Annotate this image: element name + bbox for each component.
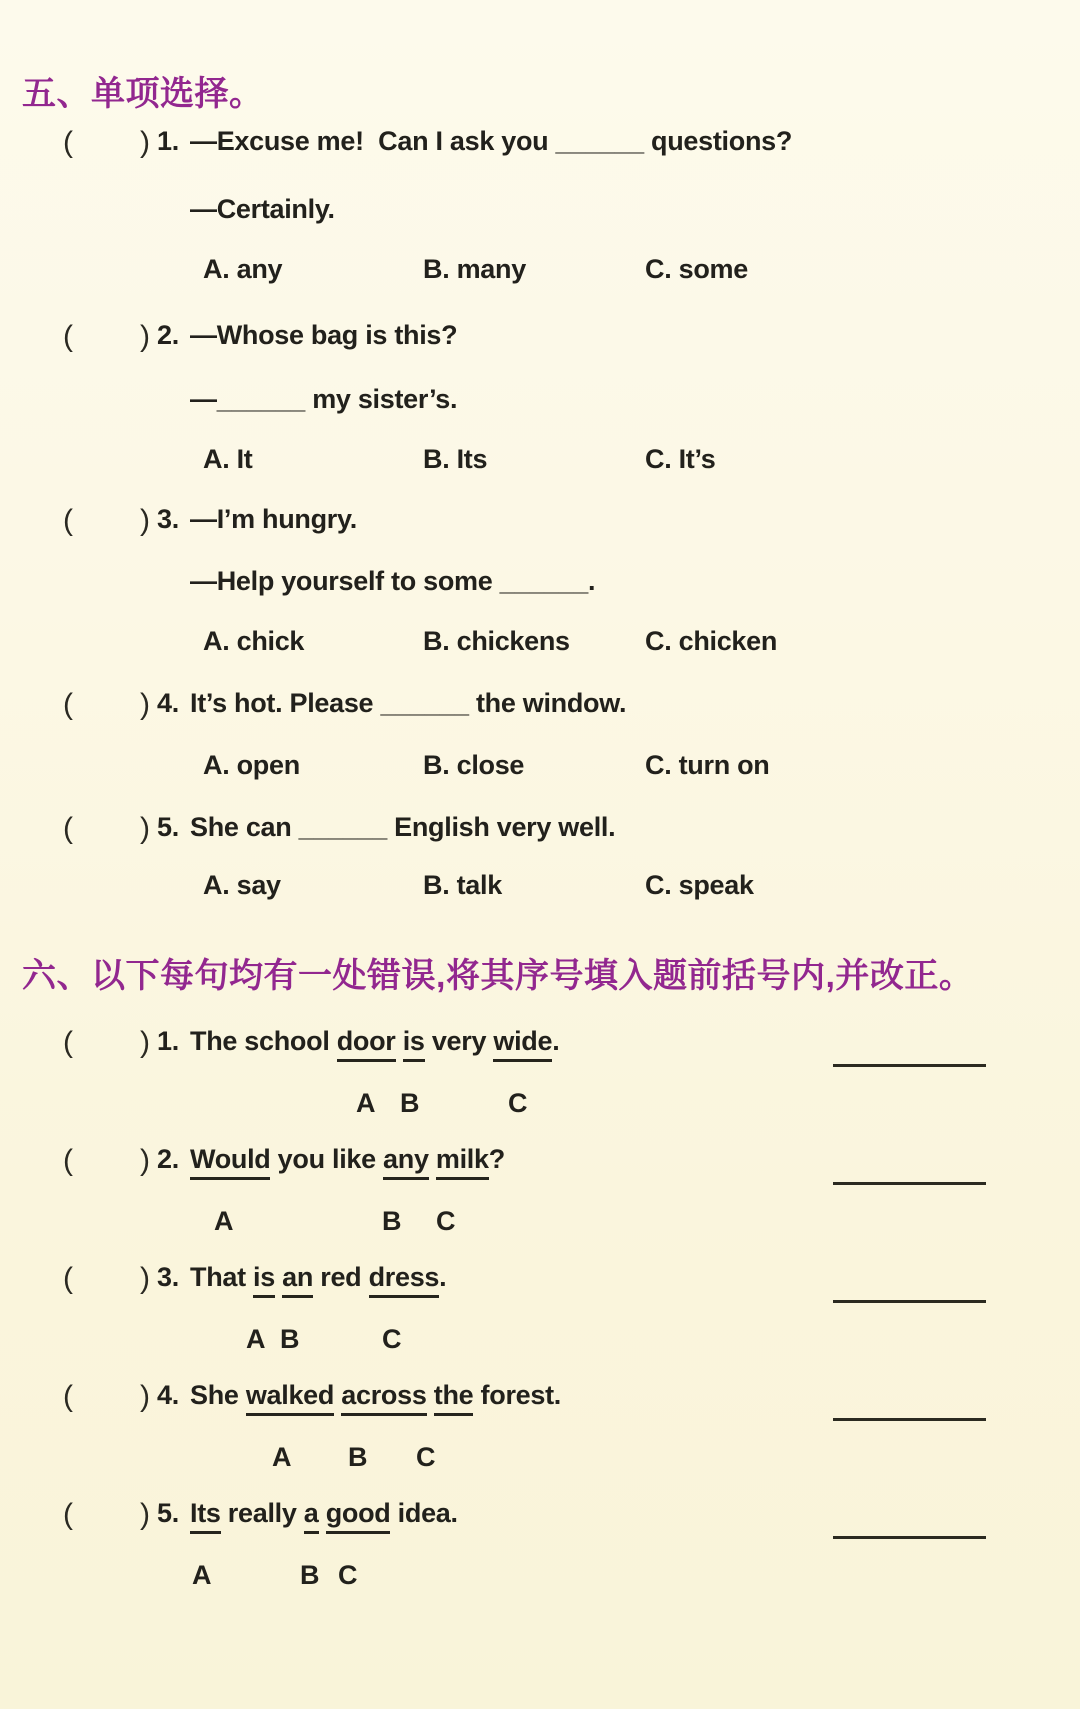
options-row xyxy=(0,254,1080,298)
question-row xyxy=(0,812,1080,856)
sentence-part: forest. xyxy=(473,1380,561,1410)
paren-close: ) xyxy=(140,126,150,159)
error-word-c: the xyxy=(434,1380,474,1416)
question-text: —Help yourself to some ______. xyxy=(190,566,596,596)
question-number: 2. xyxy=(157,320,179,350)
paren-close: ) xyxy=(140,1144,150,1177)
sentence-part: very xyxy=(424,1026,494,1056)
question-row xyxy=(0,688,1080,732)
question-subrow xyxy=(0,194,1080,238)
letter-a: A xyxy=(356,1088,376,1118)
paren-close: ) xyxy=(140,504,150,537)
question-text: —I’m hungry. xyxy=(190,504,357,534)
options-row xyxy=(0,626,1080,670)
options-row xyxy=(0,444,1080,488)
question-text: —Excuse me! Can I ask you ______ questions? xyxy=(190,126,793,156)
paren-open: ( xyxy=(63,688,73,721)
error-word-c: dress xyxy=(369,1262,440,1298)
option-a: A. chick xyxy=(203,626,305,656)
paren-close: ) xyxy=(140,1262,150,1295)
question-number: 3. xyxy=(157,504,179,534)
paren-close: ) xyxy=(140,1026,150,1059)
answer-blank xyxy=(833,1270,986,1303)
question-row xyxy=(0,1262,1080,1306)
question-number: 5. xyxy=(157,812,179,842)
question-number: 1. xyxy=(157,1026,179,1056)
question-row xyxy=(0,504,1080,548)
letter-c: C xyxy=(382,1324,402,1354)
sentence-part xyxy=(396,1026,403,1056)
options-row xyxy=(0,870,1080,914)
question-row xyxy=(0,1026,1080,1070)
answer-blank xyxy=(833,1506,986,1539)
sentence-part: really xyxy=(220,1498,304,1528)
paren-open: ( xyxy=(63,812,73,845)
letter-b: B xyxy=(300,1560,320,1590)
question-row xyxy=(0,1498,1080,1542)
letters-row xyxy=(0,1088,1080,1132)
question-row xyxy=(0,320,1080,364)
letters-row xyxy=(0,1560,1080,1604)
error-word-b: an xyxy=(282,1262,313,1298)
letter-a: A xyxy=(272,1442,292,1472)
error-word-b: is xyxy=(403,1026,425,1062)
paren-open: ( xyxy=(63,504,73,537)
option-b: B. many xyxy=(423,254,526,284)
sentence-part xyxy=(319,1498,326,1528)
sentence-part: you like xyxy=(270,1144,384,1174)
paren-open: ( xyxy=(63,1498,73,1531)
letter-a: A xyxy=(214,1206,234,1236)
error-word-c: wide xyxy=(493,1026,552,1062)
letter-b: B xyxy=(382,1206,402,1236)
question-subrow xyxy=(0,384,1080,428)
paren-open: ( xyxy=(63,1262,73,1295)
section6-title: 六、以下每句均有一处错误,将其序号填入题前括号内,并改正。 xyxy=(22,957,974,995)
error-word-a: door xyxy=(337,1026,396,1062)
paren-open: ( xyxy=(63,1026,73,1059)
letter-c: C xyxy=(508,1088,528,1118)
option-b: B. close xyxy=(423,750,525,780)
letter-b: B xyxy=(348,1442,368,1472)
sentence-part: She xyxy=(190,1380,246,1410)
error-word-a: is xyxy=(253,1262,275,1298)
letters-row xyxy=(0,1324,1080,1368)
question-text: —Whose bag is this? xyxy=(190,320,458,350)
letter-b: B xyxy=(280,1324,300,1354)
answer-blank xyxy=(833,1388,986,1421)
question-text: It’s hot. Please ______ the window. xyxy=(190,688,627,718)
letter-c: C xyxy=(338,1560,358,1590)
option-c: C. turn on xyxy=(645,750,770,780)
question-text: —______ my sister’s. xyxy=(190,384,458,414)
section5-title: 五、单项选择。 xyxy=(22,75,264,113)
error-word-a: Would xyxy=(190,1144,270,1180)
letter-a: A xyxy=(192,1560,212,1590)
paren-open: ( xyxy=(63,320,73,353)
paren-close: ) xyxy=(140,1498,150,1531)
letter-a: A xyxy=(246,1324,266,1354)
paren-open: ( xyxy=(63,1380,73,1413)
paren-close: ) xyxy=(140,812,150,845)
letter-c: C xyxy=(416,1442,436,1472)
answer-blank xyxy=(833,1152,986,1185)
question-text xyxy=(190,1498,458,1529)
letters-row xyxy=(0,1206,1080,1250)
option-b: B. talk xyxy=(423,870,502,900)
question-text xyxy=(190,1026,559,1057)
question-row xyxy=(0,1380,1080,1424)
option-a: A. open xyxy=(203,750,300,780)
sentence-part xyxy=(429,1144,436,1174)
option-a: A. say xyxy=(203,870,281,900)
question-text: She can ______ English very well. xyxy=(190,812,616,842)
question-number: 3. xyxy=(157,1262,179,1292)
error-word-b: a xyxy=(304,1498,319,1534)
question-number: 1. xyxy=(157,126,179,156)
sentence-part: That xyxy=(190,1262,253,1292)
option-c: C. speak xyxy=(645,870,754,900)
question-number: 4. xyxy=(157,1380,179,1410)
question-subrow xyxy=(0,566,1080,610)
option-a: A. It xyxy=(203,444,253,474)
option-c: C. It’s xyxy=(645,444,716,474)
error-word-b: across xyxy=(341,1380,426,1416)
question-number: 2. xyxy=(157,1144,179,1174)
error-word-c: good xyxy=(326,1498,391,1534)
sentence-part: red xyxy=(313,1262,369,1292)
letter-c: C xyxy=(436,1206,456,1236)
error-word-a: walked xyxy=(246,1380,334,1416)
question-text xyxy=(190,1144,505,1175)
letter-b: B xyxy=(400,1088,420,1118)
sentence-part: The school xyxy=(190,1026,337,1056)
option-b: B. chickens xyxy=(423,626,570,656)
error-word-a: Its xyxy=(190,1498,221,1534)
answer-blank xyxy=(833,1034,986,1067)
option-c: C. some xyxy=(645,254,748,284)
question-number: 5. xyxy=(157,1498,179,1528)
question-text xyxy=(190,1380,561,1411)
paren-open: ( xyxy=(63,1144,73,1177)
option-c: C. chicken xyxy=(645,626,778,656)
paren-close: ) xyxy=(140,1380,150,1413)
sentence-part: . xyxy=(439,1262,447,1292)
error-word-c: milk xyxy=(436,1144,489,1180)
paren-close: ) xyxy=(140,688,150,721)
question-text: —Certainly. xyxy=(190,194,335,224)
paren-open: ( xyxy=(63,126,73,159)
sentence-part: idea. xyxy=(390,1498,458,1528)
question-row xyxy=(0,1144,1080,1188)
sentence-part: . xyxy=(552,1026,560,1056)
letters-row xyxy=(0,1442,1080,1486)
options-row xyxy=(0,750,1080,794)
option-a: A. any xyxy=(203,254,283,284)
question-text xyxy=(190,1262,446,1293)
option-b: B. Its xyxy=(423,444,488,474)
question-row xyxy=(0,126,1080,170)
sentence-part: ? xyxy=(488,1144,505,1174)
question-number: 4. xyxy=(157,688,179,718)
paren-close: ) xyxy=(140,320,150,353)
sentence-part xyxy=(427,1380,434,1410)
error-word-b: any xyxy=(383,1144,429,1180)
